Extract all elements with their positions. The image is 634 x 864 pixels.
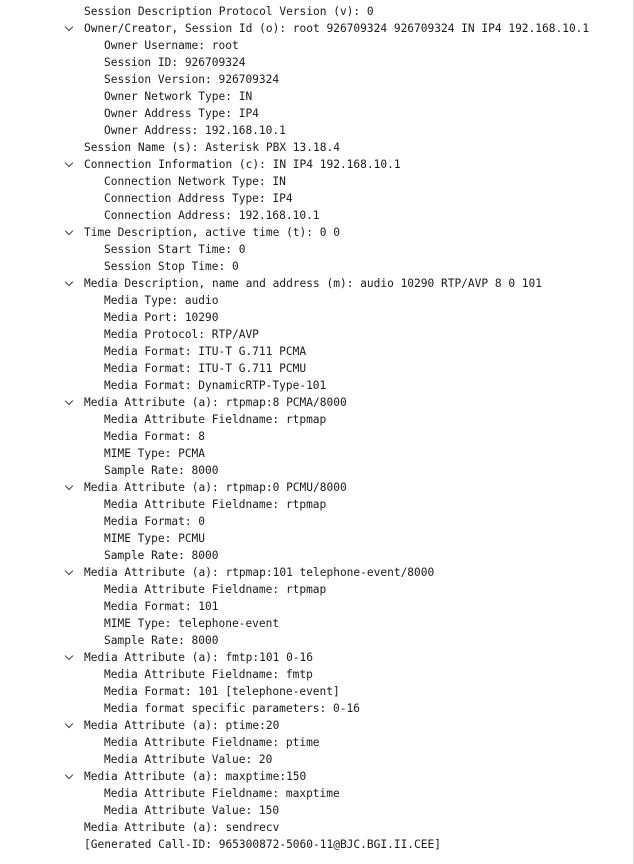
tree-item[interactable] [0, 3, 633, 20]
tree-item-label: Owner Network Type: IN [104, 90, 253, 103]
tree-node-expandable[interactable] [0, 564, 633, 581]
tree-node-expandable[interactable] [0, 156, 633, 173]
tree-item-label: Media Type: audio [104, 294, 219, 307]
chevron-down-icon[interactable] [64, 564, 78, 581]
tree-item[interactable] [0, 547, 633, 564]
tree-item-label: [Generated Call-ID: 965300872-5060-11@BJC.BGI.II.CEE] [84, 838, 441, 851]
tree-item-label: Media Attribute Fieldname: rtpmap [104, 413, 327, 426]
tree-item[interactable] [0, 632, 633, 649]
chevron-down-icon[interactable] [64, 717, 78, 734]
packet-details-tree [0, 3, 633, 853]
tree-item-label: MIME Type: telephone-event [104, 617, 280, 630]
tree-item-label: Connection Address Type: IP4 [104, 192, 293, 205]
tree-item[interactable] [0, 734, 633, 751]
chevron-down-icon[interactable] [64, 768, 78, 785]
tree-item[interactable] [0, 241, 633, 258]
tree-node-expandable[interactable] [0, 479, 633, 496]
tree-item[interactable] [0, 496, 633, 513]
tree-item-label: Sample Rate: 8000 [104, 549, 219, 562]
chevron-down-icon[interactable] [64, 649, 78, 666]
tree-item-label: Media Description, name and address (m): audio 10290 RTP/AVP 8 0 101 [84, 277, 543, 290]
tree-item[interactable] [0, 343, 633, 360]
tree-item[interactable] [0, 683, 633, 700]
tree-item-label: Media Protocol: RTP/AVP [104, 328, 259, 341]
chevron-down-icon[interactable] [64, 479, 78, 496]
tree-item-label: Session ID: 926709324 [104, 56, 246, 69]
tree-node-expandable[interactable] [0, 394, 633, 411]
tree-item-label: Media Attribute Fieldname: fmtp [104, 668, 313, 681]
tree-item-label: Sample Rate: 8000 [104, 634, 219, 647]
tree-item-label: Media Attribute (a): sendrecv [84, 821, 280, 834]
tree-item-label: Media Format: ITU-T G.711 PCMU [104, 362, 307, 375]
tree-item[interactable] [0, 598, 633, 615]
tree-item-label: Media Attribute Fieldname: rtpmap [104, 583, 327, 596]
tree-item[interactable] [0, 326, 633, 343]
chevron-down-icon[interactable] [64, 156, 78, 173]
tree-item-label: Sample Rate: 8000 [104, 464, 219, 477]
tree-item[interactable] [0, 71, 633, 88]
tree-item[interactable] [0, 207, 633, 224]
tree-item-label: Media Attribute Value: 150 [104, 804, 280, 817]
tree-item[interactable] [0, 785, 633, 802]
tree-item[interactable] [0, 88, 633, 105]
tree-item-label: Media Attribute Fieldname: maxptime [104, 787, 340, 800]
tree-item-label: Session Start Time: 0 [104, 243, 246, 256]
tree-item[interactable] [0, 37, 633, 54]
tree-node-expandable[interactable] [0, 768, 633, 785]
tree-item-label: Media Format: DynamicRTP-Type-101 [104, 379, 327, 392]
tree-item[interactable] [0, 802, 633, 819]
tree-item[interactable] [0, 836, 633, 853]
tree-item[interactable] [0, 445, 633, 462]
tree-item[interactable] [0, 105, 633, 122]
tree-item[interactable] [0, 462, 633, 479]
tree-item-label: Media Attribute (a): ptime:20 [84, 719, 280, 732]
tree-item-label: Media format specific parameters: 0-16 [104, 702, 360, 715]
chevron-down-icon[interactable] [64, 20, 78, 37]
tree-item-label: Connection Information (c): IN IP4 192.168.10.1 [84, 158, 401, 171]
tree-item-label: Session Version: 926709324 [104, 73, 280, 86]
tree-item[interactable] [0, 190, 633, 207]
tree-item[interactable] [0, 513, 633, 530]
tree-item-label: Media Attribute (a): maxptime:150 [84, 770, 307, 783]
tree-node-expandable[interactable] [0, 224, 633, 241]
tree-node-expandable[interactable] [0, 20, 633, 37]
tree-item-label: Media Format: 101 [telephone-event] [104, 685, 340, 698]
tree-item[interactable] [0, 377, 633, 394]
tree-item-label: Media Attribute Value: 20 [104, 753, 273, 766]
tree-item-label: Media Attribute (a): rtpmap:101 telephone-event/8000 [84, 566, 435, 579]
tree-item-label: Owner Address: 192.168.10.1 [104, 124, 286, 137]
chevron-down-icon[interactable] [64, 394, 78, 411]
chevron-down-icon[interactable] [64, 224, 78, 241]
tree-item-label: Session Name (s): Asterisk PBX 13.18.4 [84, 141, 340, 154]
tree-item-label: Media Attribute Fieldname: ptime [104, 736, 320, 749]
tree-item[interactable] [0, 292, 633, 309]
tree-item-label: Media Format: ITU-T G.711 PCMA [104, 345, 307, 358]
chevron-down-icon[interactable] [64, 275, 78, 292]
tree-item[interactable] [0, 258, 633, 275]
tree-item-label: Media Format: 101 [104, 600, 219, 613]
tree-item[interactable] [0, 530, 633, 547]
tree-item-label: Owner Username: root [104, 39, 239, 52]
tree-node-expandable[interactable] [0, 649, 633, 666]
tree-item-label: Media Format: 8 [104, 430, 206, 443]
tree-item-label: Media Format: 0 [104, 515, 206, 528]
tree-item[interactable] [0, 360, 633, 377]
tree-item-label: Connection Address: 192.168.10.1 [104, 209, 320, 222]
tree-item[interactable] [0, 122, 633, 139]
tree-item-label: Media Attribute Fieldname: rtpmap [104, 498, 327, 511]
tree-item[interactable] [0, 751, 633, 768]
tree-item-label: Media Attribute (a): rtpmap:0 PCMU/8000 [84, 481, 347, 494]
tree-item-label: Media Attribute (a): rtpmap:8 PCMA/8000 [84, 396, 347, 409]
tree-item-label: Time Description, active time (t): 0 0 [84, 226, 340, 239]
tree-item-label: Media Attribute (a): fmtp:101 0-16 [84, 651, 314, 664]
tree-item-label: MIME Type: PCMA [104, 447, 206, 460]
tree-item[interactable] [0, 666, 633, 683]
tree-item-label: Connection Network Type: IN [104, 175, 286, 188]
tree-item-label: Owner/Creator, Session Id (o): root 926709324 926709324 IN IP4 192.168.10.1 [84, 22, 590, 35]
tree-item[interactable] [0, 54, 633, 71]
tree-item[interactable] [0, 173, 633, 190]
tree-node-expandable[interactable] [0, 275, 633, 292]
tree-node-expandable[interactable] [0, 717, 633, 734]
tree-item[interactable] [0, 139, 633, 156]
tree-item[interactable] [0, 428, 633, 445]
tree-item[interactable] [0, 581, 633, 598]
tree-item-label: MIME Type: PCMU [104, 532, 206, 545]
tree-item[interactable] [0, 411, 633, 428]
tree-item[interactable] [0, 700, 633, 717]
tree-item[interactable] [0, 819, 633, 836]
tree-item-label: Session Stop Time: 0 [104, 260, 239, 273]
tree-item[interactable] [0, 309, 633, 326]
tree-item[interactable] [0, 615, 633, 632]
tree-item-label: Media Port: 10290 [104, 311, 219, 324]
tree-item-label: Session Description Protocol Version (v): 0 [84, 5, 374, 18]
tree-item-label: Owner Address Type: IP4 [104, 107, 259, 120]
